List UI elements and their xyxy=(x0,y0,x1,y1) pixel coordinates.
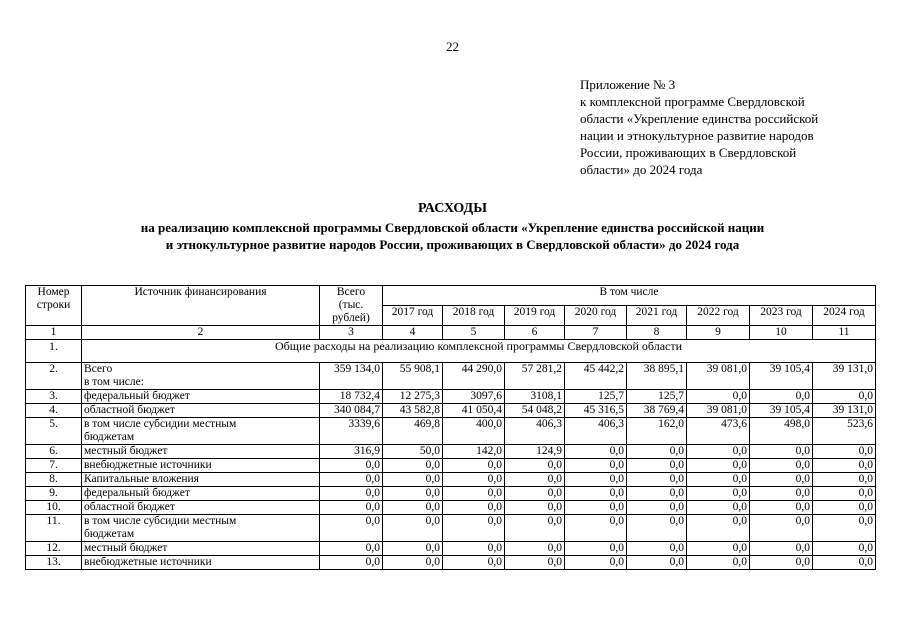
table-row xyxy=(26,556,876,570)
funding-source xyxy=(82,459,320,473)
header-source: Источник финансирования xyxy=(82,286,320,326)
header-year: 2021 год xyxy=(627,306,687,326)
funding-source-line: внебюджетные источники xyxy=(84,556,212,568)
row-number: 12. xyxy=(26,542,82,556)
year-value: 0,0 xyxy=(813,501,876,515)
funding-source xyxy=(82,445,320,459)
appendix-line: нации и этнокультурное развитие народов xyxy=(580,128,814,143)
year-value: 0,0 xyxy=(383,515,443,542)
year-value: 0,0 xyxy=(443,515,505,542)
year-value: 0,0 xyxy=(383,542,443,556)
year-value: 0,0 xyxy=(505,556,565,570)
column-number: 2 xyxy=(82,326,320,340)
year-value: 39 081,0 xyxy=(687,363,750,390)
year-value: 162,0 xyxy=(627,418,687,445)
year-value: 0,0 xyxy=(627,459,687,473)
year-value: 498,0 xyxy=(750,418,813,445)
table-row xyxy=(26,404,876,418)
year-value: 0,0 xyxy=(443,501,505,515)
section-title: Общие расходы на реализацию комплексной программы Свердловской области xyxy=(82,340,876,363)
funding-source-line: Всего xyxy=(84,363,113,375)
funding-source xyxy=(82,515,320,542)
header-year: 2018 год xyxy=(443,306,505,326)
year-value: 125,7 xyxy=(565,390,627,404)
year-value: 0,0 xyxy=(750,445,813,459)
year-value: 12 275,3 xyxy=(383,390,443,404)
year-value: 0,0 xyxy=(565,556,627,570)
subtitle-line: и этнокультурное развитие народов России, проживающих в Свердловской области» до 2024 года xyxy=(165,237,740,252)
header-year: 2024 год xyxy=(813,306,876,326)
funding-source-line: местный бюджет xyxy=(84,542,168,554)
year-value: 0,0 xyxy=(813,473,876,487)
year-value: 0,0 xyxy=(750,556,813,570)
year-value: 0,0 xyxy=(505,487,565,501)
year-value: 0,0 xyxy=(687,556,750,570)
year-value: 0,0 xyxy=(443,556,505,570)
year-value: 0,0 xyxy=(443,459,505,473)
row-number: 1. xyxy=(26,340,82,363)
expenses-table xyxy=(25,285,876,570)
funding-source-line: федеральный бюджет xyxy=(84,390,190,402)
year-value: 0,0 xyxy=(687,542,750,556)
column-number: 3 xyxy=(320,326,383,340)
funding-source-line: федеральный бюджет xyxy=(84,487,190,499)
funding-source-line: областной бюджет xyxy=(84,501,175,513)
year-value: 0,0 xyxy=(687,459,750,473)
year-value: 0,0 xyxy=(383,473,443,487)
year-value: 0,0 xyxy=(565,515,627,542)
total-value: 3339,6 xyxy=(320,418,383,445)
year-value: 473,6 xyxy=(687,418,750,445)
header-year: 2019 год xyxy=(505,306,565,326)
year-value: 0,0 xyxy=(813,445,876,459)
year-value: 0,0 xyxy=(750,390,813,404)
year-value: 0,0 xyxy=(687,473,750,487)
table-row xyxy=(26,363,876,390)
funding-source xyxy=(82,404,320,418)
year-value: 57 281,2 xyxy=(505,363,565,390)
column-number: 8 xyxy=(627,326,687,340)
year-value: 142,0 xyxy=(443,445,505,459)
table-row xyxy=(26,542,876,556)
total-value: 0,0 xyxy=(320,501,383,515)
year-value: 39 131,0 xyxy=(813,404,876,418)
column-number: 6 xyxy=(505,326,565,340)
year-value: 43 582,8 xyxy=(383,404,443,418)
year-value: 0,0 xyxy=(565,459,627,473)
header-year: 2023 год xyxy=(750,306,813,326)
year-value: 0,0 xyxy=(383,459,443,473)
year-value: 0,0 xyxy=(687,515,750,542)
section-row xyxy=(26,340,876,363)
year-value: 0,0 xyxy=(750,542,813,556)
table-row xyxy=(26,390,876,404)
column-number: 5 xyxy=(443,326,505,340)
year-value: 55 908,1 xyxy=(383,363,443,390)
year-value: 469,8 xyxy=(383,418,443,445)
funding-source xyxy=(82,390,320,404)
year-value: 0,0 xyxy=(813,515,876,542)
year-value: 3108,1 xyxy=(505,390,565,404)
year-value: 0,0 xyxy=(383,501,443,515)
row-number: 7. xyxy=(26,459,82,473)
funding-source xyxy=(82,556,320,570)
funding-source-line: бюджетам xyxy=(84,431,135,443)
row-number: 13. xyxy=(26,556,82,570)
document-subtitle xyxy=(0,219,905,253)
row-number: 3. xyxy=(26,390,82,404)
year-value: 38 895,1 xyxy=(627,363,687,390)
document-title: РАСХОДЫ xyxy=(418,201,487,216)
table-row xyxy=(26,473,876,487)
table-row xyxy=(26,515,876,542)
header-text: Всего xyxy=(336,286,366,298)
year-value: 3097,6 xyxy=(443,390,505,404)
year-value: 0,0 xyxy=(627,515,687,542)
column-numbers-row xyxy=(26,326,876,340)
funding-source xyxy=(82,363,320,390)
table-row xyxy=(26,501,876,515)
funding-source xyxy=(82,473,320,487)
year-value: 45 316,5 xyxy=(565,404,627,418)
year-value: 0,0 xyxy=(565,487,627,501)
column-number: 9 xyxy=(687,326,750,340)
year-value: 50,0 xyxy=(383,445,443,459)
year-value: 0,0 xyxy=(383,556,443,570)
total-value: 0,0 xyxy=(320,556,383,570)
header-including: В том числе xyxy=(383,286,876,306)
appendix-line: России, проживающих в Свердловской xyxy=(580,145,797,160)
year-value: 0,0 xyxy=(565,542,627,556)
year-value: 38 769,4 xyxy=(627,404,687,418)
year-value: 125,7 xyxy=(627,390,687,404)
year-value: 0,0 xyxy=(813,390,876,404)
year-value: 0,0 xyxy=(687,487,750,501)
year-value: 0,0 xyxy=(627,542,687,556)
year-value: 0,0 xyxy=(505,501,565,515)
funding-source-line: в том числе субсидии местным xyxy=(84,418,237,430)
year-value: 0,0 xyxy=(627,501,687,515)
year-value: 0,0 xyxy=(627,473,687,487)
header-text: рублей) xyxy=(332,312,370,324)
year-value: 44 290,0 xyxy=(443,363,505,390)
year-value: 0,0 xyxy=(565,445,627,459)
header-text: (тыс. xyxy=(338,299,364,311)
year-value: 0,0 xyxy=(750,515,813,542)
year-value: 0,0 xyxy=(750,501,813,515)
funding-source-line: бюджетам xyxy=(84,528,135,540)
total-value: 0,0 xyxy=(320,487,383,501)
funding-source-line: областной бюджет xyxy=(84,404,175,416)
year-value: 0,0 xyxy=(565,501,627,515)
row-number: 2. xyxy=(26,363,82,390)
table-row xyxy=(26,418,876,445)
year-value: 45 442,2 xyxy=(565,363,627,390)
year-value: 0,0 xyxy=(687,501,750,515)
year-value: 0,0 xyxy=(443,542,505,556)
total-value: 18 732,4 xyxy=(320,390,383,404)
row-number: 5. xyxy=(26,418,82,445)
year-value: 0,0 xyxy=(505,515,565,542)
table-row xyxy=(26,487,876,501)
year-value: 0,0 xyxy=(813,459,876,473)
total-value: 0,0 xyxy=(320,542,383,556)
year-value: 0,0 xyxy=(627,487,687,501)
total-value: 0,0 xyxy=(320,515,383,542)
total-value: 359 134,0 xyxy=(320,363,383,390)
total-value: 0,0 xyxy=(320,459,383,473)
header-row xyxy=(26,286,876,306)
year-value: 0,0 xyxy=(627,445,687,459)
funding-source xyxy=(82,501,320,515)
funding-source-line: в том числе: xyxy=(84,376,144,388)
appendix-line: области» до 2024 года xyxy=(580,162,703,177)
year-value: 0,0 xyxy=(813,556,876,570)
appendix-line: Приложение № 3 xyxy=(580,77,676,92)
year-value: 0,0 xyxy=(383,487,443,501)
year-value: 406,3 xyxy=(505,418,565,445)
year-value: 0,0 xyxy=(750,459,813,473)
funding-source-line: в том числе субсидии местным xyxy=(84,515,237,527)
column-number: 7 xyxy=(565,326,627,340)
funding-source-line: местный бюджет xyxy=(84,445,168,457)
year-value: 39 105,4 xyxy=(750,404,813,418)
year-value: 0,0 xyxy=(505,473,565,487)
year-value: 54 048,2 xyxy=(505,404,565,418)
funding-source-line: внебюджетные источники xyxy=(84,459,212,471)
year-value: 0,0 xyxy=(687,445,750,459)
year-value: 0,0 xyxy=(565,473,627,487)
header-year: 2020 год xyxy=(565,306,627,326)
year-value: 39 105,4 xyxy=(750,363,813,390)
row-number: 4. xyxy=(26,404,82,418)
table-row xyxy=(26,445,876,459)
year-value: 41 050,4 xyxy=(443,404,505,418)
year-value: 0,0 xyxy=(813,487,876,501)
year-value: 0,0 xyxy=(627,556,687,570)
total-value: 340 084,7 xyxy=(320,404,383,418)
column-number: 11 xyxy=(813,326,876,340)
header-row-number xyxy=(26,286,82,326)
funding-source xyxy=(82,542,320,556)
funding-source-line: Капитальные вложения xyxy=(84,473,199,485)
table-row xyxy=(26,459,876,473)
year-value: 523,6 xyxy=(813,418,876,445)
appendix-line: к комплексной программе Свердловской xyxy=(580,94,805,109)
year-value: 39 131,0 xyxy=(813,363,876,390)
year-value: 0,0 xyxy=(813,542,876,556)
appendix-note xyxy=(580,76,880,178)
year-value: 39 081,0 xyxy=(687,404,750,418)
row-number: 9. xyxy=(26,487,82,501)
header-year: 2017 год xyxy=(383,306,443,326)
column-number: 10 xyxy=(750,326,813,340)
header-text: строки xyxy=(36,299,71,311)
header-total xyxy=(320,286,383,326)
appendix-line: области «Укрепление единства российской xyxy=(580,111,819,126)
total-value: 316,9 xyxy=(320,445,383,459)
year-value: 406,3 xyxy=(565,418,627,445)
header-year: 2022 год xyxy=(687,306,750,326)
year-value: 124,9 xyxy=(505,445,565,459)
year-value: 0,0 xyxy=(750,473,813,487)
page-number: 22 xyxy=(446,39,459,54)
year-value: 0,0 xyxy=(687,390,750,404)
year-value: 400,0 xyxy=(443,418,505,445)
column-number: 4 xyxy=(383,326,443,340)
funding-source xyxy=(82,418,320,445)
year-value: 0,0 xyxy=(750,487,813,501)
year-value: 0,0 xyxy=(443,487,505,501)
column-number: 1 xyxy=(26,326,82,340)
year-value: 0,0 xyxy=(505,542,565,556)
subtitle-line: на реализацию комплексной программы Свердловской области «Укрепление единства российской нации xyxy=(140,220,765,235)
year-value: 0,0 xyxy=(443,473,505,487)
row-number: 11. xyxy=(26,515,82,542)
row-number: 10. xyxy=(26,501,82,515)
row-number: 8. xyxy=(26,473,82,487)
year-value: 0,0 xyxy=(505,459,565,473)
total-value: 0,0 xyxy=(320,473,383,487)
header-text: Номер xyxy=(37,286,70,298)
row-number: 6. xyxy=(26,445,82,459)
funding-source xyxy=(82,487,320,501)
